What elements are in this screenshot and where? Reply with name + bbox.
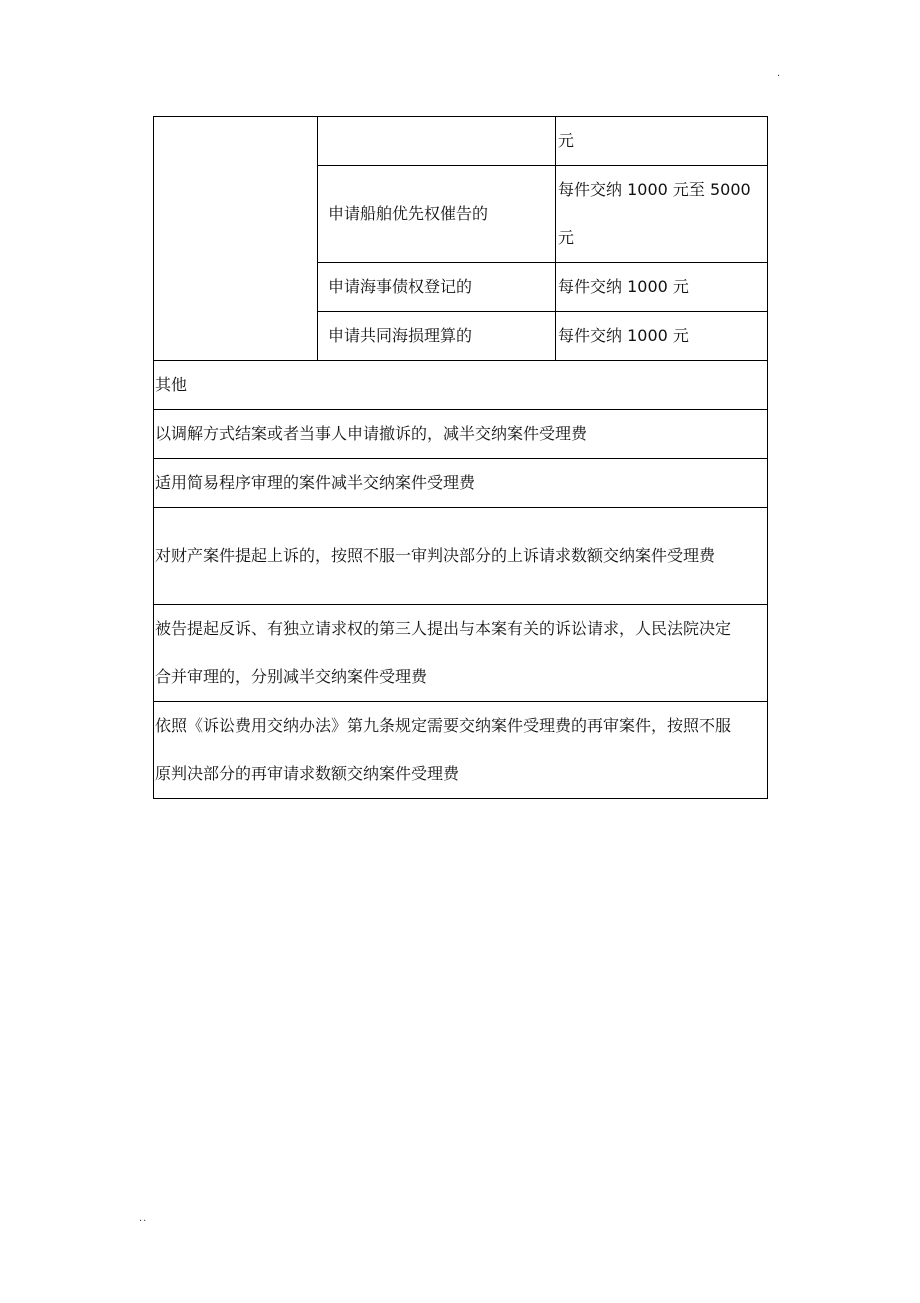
- item-label-cell: 申请船舶优先权催告的: [318, 166, 556, 263]
- fee-cell: 每件交纳 1000 元: [556, 263, 768, 312]
- table-row: [154, 410, 768, 459]
- item-label-cell: 申请共同海损理算的: [318, 312, 556, 361]
- table-row: [154, 702, 768, 799]
- table-row: [154, 117, 768, 166]
- page-corner-mark-top: ·: [777, 71, 781, 82]
- fee-cell: 每件交纳 1000 元: [556, 312, 768, 361]
- other-header-cell: 其他: [154, 361, 768, 410]
- item-label-cell: [318, 117, 556, 166]
- other-rule-cell: 依照《诉讼费用交纳办法》第九条规定需要交纳案件受理费的再审案件，按照不服原判决部分的再审请求数额交纳案件受理费: [154, 702, 768, 799]
- table-row: [154, 605, 768, 702]
- table-row: [154, 361, 768, 410]
- page-corner-mark-bottom: ..: [139, 1213, 148, 1224]
- other-rule-cell: 以调解方式结案或者当事人申请撤诉的，减半交纳案件受理费: [154, 410, 768, 459]
- other-rule-cell: 对财产案件提起上诉的，按照不服一审判决部分的上诉请求数额交纳案件受理费: [154, 508, 768, 605]
- fee-cell: 元: [556, 117, 768, 166]
- item-label-cell: 申请海事债权登记的: [318, 263, 556, 312]
- litigation-fee-table: [153, 116, 768, 799]
- table-row: [154, 459, 768, 508]
- other-rule-cell: 被告提起反诉、有独立请求权的第三人提出与本案有关的诉讼请求，人民法院决定合并审理的，分别减半交纳案件受理费: [154, 605, 768, 702]
- fee-cell: 每件交纳 1000 元至 5000 元: [556, 166, 768, 263]
- category-cell-empty: [154, 117, 318, 361]
- other-rule-cell: 适用简易程序审理的案件减半交纳案件受理费: [154, 459, 768, 508]
- table-row: [154, 508, 768, 605]
